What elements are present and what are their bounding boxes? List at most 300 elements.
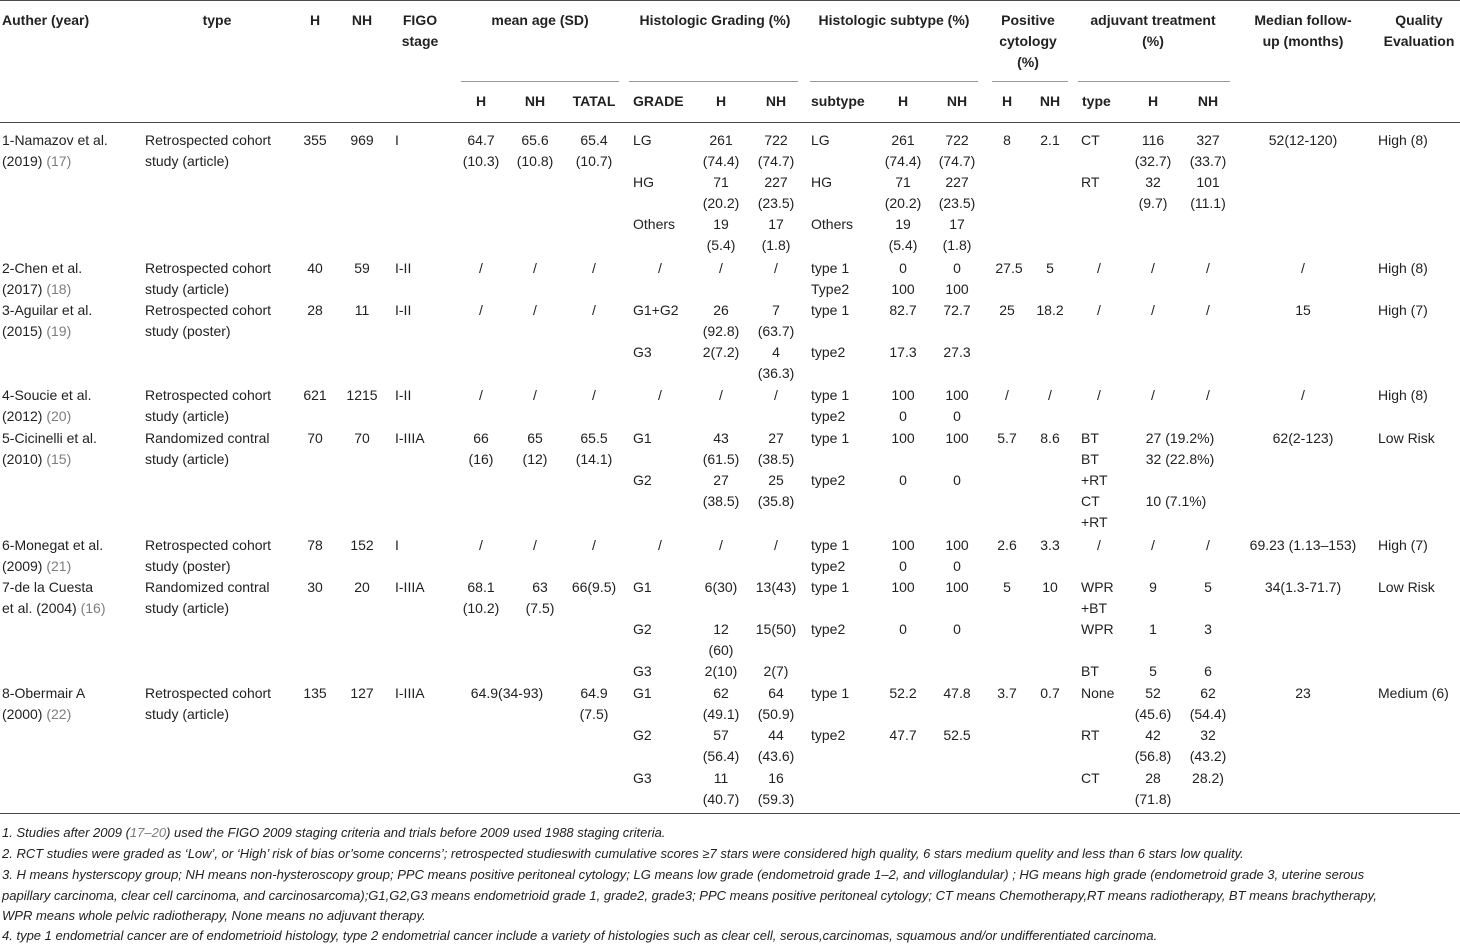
age-total: / <box>592 387 596 403</box>
h-count: 78 <box>307 537 323 553</box>
figo-stage: I-II <box>395 302 412 318</box>
grade-h: 12 <box>713 621 729 637</box>
subtype-label: Type2 <box>811 281 850 297</box>
cytology-h: 25 <box>999 302 1015 318</box>
subheader-adjuvant-type: type <box>1082 93 1111 109</box>
grade-h: 62 <box>713 685 729 701</box>
nh-count: 20 <box>354 579 370 595</box>
subtype-h-pct: (74.4) <box>884 153 922 169</box>
grade-nh: 13(43) <box>755 579 797 595</box>
grade-label: G2 <box>633 621 652 637</box>
grade-label: G3 <box>633 663 652 679</box>
footnote-4: 4. type 1 endometrial cancer are of endometrioid histology, type 2 endometrial cancer include a variety of histologies such as clear cell, serous,carcinomas, squamous and/or undifferentiated carcinoma. <box>2 928 1158 943</box>
subheader-adjuvant-nh: NH <box>1197 93 1219 109</box>
header-follow-up-line1: Median follow- <box>1254 12 1352 28</box>
grade-label: G2 <box>633 472 652 488</box>
subtype-h: 71 <box>895 174 911 190</box>
grade-h-pct: (5.4) <box>706 237 736 253</box>
grade-nh: 4 <box>772 344 780 360</box>
grade-nh-pct: (74.7) <box>757 153 795 169</box>
study-type-line1: Randomized contral <box>145 579 270 595</box>
header-h: H <box>309 12 321 28</box>
reference-link[interactable]: (17) <box>46 153 72 169</box>
age-total: 66(9.5) <box>571 579 617 595</box>
quality-evaluation: Low Risk <box>1378 579 1435 595</box>
h-count: 135 <box>303 685 327 701</box>
grade-nh-pct: (63.7) <box>757 323 795 339</box>
age-total: 64.9 <box>580 685 608 701</box>
figo-stage: I <box>395 132 399 148</box>
study-type-line1: Retrospected cohort <box>145 685 272 701</box>
header-quality-line2: Evaluation <box>1383 33 1455 49</box>
adjuvant-h: / <box>1151 387 1155 403</box>
adjuvant-type: RT <box>1081 727 1100 743</box>
subtype-label: type2 <box>811 727 846 743</box>
subtype-nh-pct: (74.7) <box>938 153 976 169</box>
author-line2: (2017) (18) <box>2 281 72 297</box>
grade-nh: 64 <box>768 685 784 701</box>
age-combined: 64.9(34-93) <box>470 685 544 701</box>
grade-nh: 15(50) <box>755 621 797 637</box>
subtype-nh: 0 <box>953 621 961 637</box>
grade-nh-pct: (50.9) <box>757 706 795 722</box>
figo-stage: I-IIIA <box>395 430 425 446</box>
grade-label: / <box>658 387 662 403</box>
grade-nh-pct: (35.8) <box>757 493 795 509</box>
author-line2: (2012) (20) <box>2 408 72 424</box>
study-type-line2: study (article) <box>145 706 230 722</box>
grade-nh-pct: (38.5) <box>757 451 795 467</box>
age-nh: 65.6 <box>521 132 549 148</box>
subtype-label: type 1 <box>811 537 850 553</box>
cytology-h: 5.7 <box>997 430 1017 446</box>
reference-link[interactable]: (16) <box>80 600 106 616</box>
adjuvant-type-cont: +BT <box>1081 600 1108 616</box>
table-header-rule <box>0 122 1460 123</box>
footnote-3-line3: WPR means whole pelvic radiotherapy, None means no adjuvant therapy. <box>2 908 426 923</box>
subtype-nh: 47.8 <box>943 685 971 701</box>
subtype-nh: 27.3 <box>943 344 971 360</box>
adjuvant-type: CT <box>1081 132 1100 148</box>
adjuvant-type-cont: +RT <box>1081 472 1108 488</box>
rule-mean-age <box>461 81 619 82</box>
adjuvant-h: 116 <box>1141 132 1165 148</box>
grade-nh-pct: (23.5) <box>757 195 795 211</box>
age-h: 66 <box>473 430 489 446</box>
subtype-label: type2 <box>811 472 846 488</box>
study-type-line1: Retrospected cohort <box>145 132 272 148</box>
subheader-subtype-nh: NH <box>946 93 968 109</box>
grade-h: 27 <box>713 472 729 488</box>
subtype-label: type 1 <box>811 430 850 446</box>
nh-count: 70 <box>354 430 370 446</box>
grade-h-pct: (74.4) <box>702 153 740 169</box>
subtype-nh: 72.7 <box>943 302 971 318</box>
subtype-h: 19 <box>895 216 911 232</box>
subtype-h: 82.7 <box>889 302 917 318</box>
h-count: 355 <box>303 132 327 148</box>
adjuvant-type: BT <box>1081 430 1099 446</box>
adjuvant-type: CT <box>1081 770 1100 786</box>
study-type-line1: Retrospected cohort <box>145 537 272 553</box>
adjuvant-h: 52 <box>1145 685 1161 701</box>
adjuvant-nh: / <box>1206 387 1210 403</box>
grade-h: 71 <box>713 174 729 190</box>
subtype-label: type 1 <box>811 260 850 276</box>
h-count: 30 <box>307 579 323 595</box>
adjuvant-nh-pct: (54.4) <box>1189 706 1227 722</box>
grade-nh: 25 <box>768 472 784 488</box>
grade-h-pct: (40.7) <box>702 791 740 807</box>
subtype-h: 17.3 <box>889 344 917 360</box>
grade-nh: 44 <box>768 727 784 743</box>
footnote-3-line2: papillary carcinoma, clear cell carcinoma, and carcinosarcoma);G1,G2,G3 means endometrioid grade 1, grade2, grade3; PPC means positive peritoneal cytology; CT means Chemotherapy,RT means radiotherapy, BT means brachytherapy, <box>2 888 1377 903</box>
quality-evaluation: High (8) <box>1378 132 1428 148</box>
adjuvant-h: 5 <box>1149 663 1157 679</box>
rule-grading <box>629 81 798 82</box>
grade-nh: 27 <box>768 430 784 446</box>
subtype-label: type2 <box>811 621 846 637</box>
subtype-label: type2 <box>811 408 846 424</box>
reference-link[interactable]: 17–20 <box>129 825 167 840</box>
grade-label: G3 <box>633 770 652 786</box>
study-type-line1: Randomized contral <box>145 430 270 446</box>
header-mean-age: mean age (SD) <box>491 12 589 28</box>
author-line1: 6-Monegat et al. <box>2 537 104 553</box>
subtype-h: 0 <box>899 472 907 488</box>
subtype-label: type 1 <box>811 302 850 318</box>
adjuvant-h: 9 <box>1149 579 1157 595</box>
adjuvant-nh: 28.2) <box>1192 770 1224 786</box>
subheader-adjuvant-h: H <box>1147 93 1159 109</box>
subtype-h-pct: (20.2) <box>884 195 922 211</box>
footnote-3-line1: 3. H means hysterscopy group; NH means non-hysteroscopy group; PPC means positive peritoneal cytology; LG means low grade (endometroid grade 1–2, and villoglandular) ; HG means high grade (endometroid grade 3, uterine serous <box>2 867 1365 882</box>
adjuvant-type: CT <box>1081 493 1100 509</box>
adjuvant-type: / <box>1097 302 1101 318</box>
study-type-line2: study (article) <box>145 408 230 424</box>
grade-nh: / <box>774 387 778 403</box>
adjuvant-h: 28 <box>1145 770 1161 786</box>
header-histologic-grading: Histologic Grading (%) <box>639 12 791 28</box>
header-figo-line2: stage <box>401 33 439 49</box>
rule-adjuvant <box>1078 81 1230 82</box>
header-adjuvant-line1: adjuvant treatment <box>1090 12 1216 28</box>
cytology-nh: 0.7 <box>1040 685 1060 701</box>
age-nh-sd: (7.5) <box>525 600 555 616</box>
subtype-nh: 227 <box>945 174 969 190</box>
grade-nh: / <box>774 537 778 553</box>
age-h-sd: (10.2) <box>462 600 500 616</box>
grade-label: G1 <box>633 430 652 446</box>
author-line2: (2019) (17) <box>2 153 72 169</box>
adjuvant-type: BT <box>1081 663 1099 679</box>
adjuvant-nh: / <box>1206 260 1210 276</box>
age-h: 64.7 <box>467 132 495 148</box>
grade-h: 6(30) <box>704 579 738 595</box>
adjuvant-nh: 32 <box>1200 727 1216 743</box>
subtype-nh: 100 <box>945 281 969 297</box>
subheader-grade: GRADE <box>633 93 684 109</box>
figo-stage: I <box>395 537 399 553</box>
cytology-nh: 3.3 <box>1040 537 1060 553</box>
age-total: / <box>592 302 596 318</box>
subtype-nh-pct: (23.5) <box>938 195 976 211</box>
median-follow-up: / <box>1301 387 1305 403</box>
grade-h-pct: (38.5) <box>702 493 740 509</box>
cytology-h: 8 <box>1003 132 1011 148</box>
author-line1: 1-Namazov et al. <box>2 132 108 148</box>
h-count: 621 <box>303 387 327 403</box>
subtype-nh-pct: (1.8) <box>942 237 972 253</box>
nh-count: 59 <box>354 260 370 276</box>
age-h: / <box>479 537 483 553</box>
author-line1: 5-Cicinelli et al. <box>2 430 97 446</box>
adjuvant-h-pct: (45.6) <box>1134 706 1172 722</box>
grade-nh-pct: (36.3) <box>757 365 795 381</box>
grade-h-pct: (92.8) <box>702 323 740 339</box>
subheader-subtype-h: H <box>897 93 909 109</box>
age-nh-sd: (10.8) <box>516 153 554 169</box>
grade-h-pct: (61.5) <box>702 451 740 467</box>
grade-h: 43 <box>713 430 729 446</box>
adjuvant-nh-pct: (33.7) <box>1189 153 1227 169</box>
adjuvant-value: 27 (19.2%) <box>1145 430 1215 446</box>
reference-link[interactable]: (18) <box>46 281 72 297</box>
table-bottom-rule <box>0 813 1460 814</box>
nh-count: 152 <box>350 537 374 553</box>
adjuvant-type-cont: +RT <box>1081 514 1108 530</box>
study-type-line2: study (article) <box>145 153 230 169</box>
grade-h: 2(10) <box>704 663 738 679</box>
table-top-rule <box>0 0 1460 1</box>
grade-h-pct: (60) <box>708 642 734 658</box>
adjuvant-h: 32 <box>1145 174 1161 190</box>
adjuvant-type: / <box>1097 260 1101 276</box>
figo-stage: I-II <box>395 387 412 403</box>
grade-label: Others <box>633 216 676 232</box>
author-line2: (2009) (21) <box>2 558 72 574</box>
quality-evaluation: Medium (6) <box>1378 685 1449 701</box>
subtype-nh: 17 <box>949 216 965 232</box>
age-total: 65.5 <box>580 430 608 446</box>
subheader-grade-h: H <box>715 93 727 109</box>
reference-link[interactable]: (21) <box>46 558 72 574</box>
grade-label: G3 <box>633 344 652 360</box>
header-nh: NH <box>351 12 373 28</box>
subtype-h: 0 <box>899 260 907 276</box>
grade-nh: 2(7) <box>763 663 789 679</box>
grade-label: HG <box>633 174 654 190</box>
study-type-line2: study (article) <box>145 600 230 616</box>
nh-count: 1215 <box>346 387 378 403</box>
median-follow-up: 23 <box>1295 685 1311 701</box>
cytology-nh: 18.2 <box>1036 302 1064 318</box>
h-count: 40 <box>307 260 323 276</box>
grade-h: / <box>719 260 723 276</box>
adjuvant-nh: 327 <box>1196 132 1220 148</box>
quality-evaluation: High (7) <box>1378 537 1428 553</box>
adjuvant-h: / <box>1151 260 1155 276</box>
header-figo-line1: FIGO <box>402 12 438 28</box>
age-nh: 63 <box>532 579 548 595</box>
grade-h: 2(7.2) <box>702 344 740 360</box>
rule-cytology <box>992 81 1068 82</box>
age-total-sd: (14.1) <box>575 451 613 467</box>
header-histologic-subtype: Histologic subtype (%) <box>818 12 970 28</box>
quality-evaluation: High (7) <box>1378 302 1428 318</box>
adjuvant-value: 10 (7.1%) <box>1145 493 1207 509</box>
adjuvant-h: / <box>1151 302 1155 318</box>
adjuvant-nh-pct: (11.1) <box>1190 195 1226 211</box>
figo-stage: I-IIIA <box>395 579 425 595</box>
subtype-h: 47.7 <box>889 727 917 743</box>
grade-h: 19 <box>713 216 729 232</box>
author-line1: 2-Chen et al. <box>2 260 83 276</box>
header-type: type <box>202 12 232 28</box>
subheader-grade-nh: NH <box>765 93 787 109</box>
subtype-nh: 0 <box>953 558 961 574</box>
grade-h: 261 <box>709 132 733 148</box>
grade-label: G2 <box>633 727 652 743</box>
grade-h: / <box>719 537 723 553</box>
quality-evaluation: Low Risk <box>1378 430 1435 446</box>
grade-nh: 7 <box>772 302 780 318</box>
subtype-label: LG <box>811 132 830 148</box>
adjuvant-h: 42 <box>1145 727 1161 743</box>
footnote-1: 1. Studies after 2009 (17–20) used the FIGO 2009 staging criteria and trials before 2009 used 1988 staging criteria. <box>2 825 666 840</box>
author-line2: et al. (2004) (16) <box>2 600 106 616</box>
study-type-line1: Retrospected cohort <box>145 387 272 403</box>
age-h-sd: (10.3) <box>462 153 500 169</box>
adjuvant-h-pct: (56.8) <box>1134 748 1172 764</box>
quality-evaluation: High (8) <box>1378 260 1428 276</box>
subtype-h: 100 <box>891 430 915 446</box>
cytology-nh: 8.6 <box>1040 430 1060 446</box>
subheader-subtype: subtype <box>811 93 865 109</box>
median-follow-up: 69.23 (1.13–153) <box>1249 537 1357 553</box>
footnote-2: 2. RCT studies were graded as ‘Low’, or ‘High’ risk of bias or’some concerns’; retrospected studieswith cumulative scores ≥7 stars were considered high quality, 6 stars medium quelity and less than 6 stars low quality. <box>2 846 1244 861</box>
subtype-h: 261 <box>891 132 915 148</box>
age-total: 65.4 <box>580 132 608 148</box>
author-line1: 3-Aguilar et al. <box>2 302 93 318</box>
rule-subtype <box>810 81 978 82</box>
median-follow-up: 52(12-120) <box>1268 132 1338 148</box>
age-h: / <box>479 387 483 403</box>
subheader-cytology-h: H <box>1001 93 1013 109</box>
reference-link[interactable]: (22) <box>46 706 72 722</box>
cytology-h: 3.7 <box>997 685 1017 701</box>
subtype-h: 0 <box>899 408 907 424</box>
subtype-h: 52.2 <box>889 685 917 701</box>
subtype-h: 100 <box>891 579 915 595</box>
figo-stage: I-II <box>395 260 412 276</box>
median-follow-up: / <box>1301 260 1305 276</box>
subtype-h: 0 <box>899 558 907 574</box>
reference-link[interactable]: (20) <box>46 408 72 424</box>
study-type-line2: study (article) <box>145 281 230 297</box>
adjuvant-type: None <box>1081 685 1115 701</box>
age-total-sd: (10.7) <box>575 153 613 169</box>
header-adjuvant-line2: (%) <box>1142 33 1164 49</box>
grade-nh: 16 <box>768 770 784 786</box>
adjuvant-nh: 62 <box>1200 685 1216 701</box>
cytology-h: / <box>1005 387 1009 403</box>
grade-label: / <box>658 260 662 276</box>
median-follow-up: 62(2-123) <box>1272 430 1334 446</box>
age-nh-sd: (12) <box>522 451 548 467</box>
adjuvant-h-pct: (32.7) <box>1134 153 1172 169</box>
h-count: 70 <box>307 430 323 446</box>
age-total: / <box>592 260 596 276</box>
grade-nh-pct: (59.3) <box>757 791 795 807</box>
grade-nh-pct: (43.6) <box>757 748 795 764</box>
author-line1: 7-de la Cuesta <box>2 579 94 595</box>
cytology-nh: 5 <box>1046 260 1054 276</box>
subheader-cytology-nh: NH <box>1039 93 1061 109</box>
subtype-h: 100 <box>891 537 915 553</box>
subtype-nh: 0 <box>953 408 961 424</box>
adjuvant-nh-pct: (43.2) <box>1189 748 1227 764</box>
header-quality-line1: Quality <box>1395 12 1443 28</box>
nh-count: 127 <box>350 685 374 701</box>
header-cytology-line3: (%) <box>1017 54 1039 70</box>
grade-label: / <box>658 537 662 553</box>
subtype-nh: 52.5 <box>943 727 971 743</box>
grade-h: 57 <box>713 727 729 743</box>
reference-link[interactable]: (15) <box>46 451 72 467</box>
adjuvant-h-pct: (9.7) <box>1138 195 1168 211</box>
adjuvant-value: 32 (22.8%) <box>1145 451 1215 467</box>
subtype-nh: 0 <box>953 260 961 276</box>
grade-h: / <box>719 387 723 403</box>
study-type-line2: study (poster) <box>145 558 231 574</box>
grade-nh: 227 <box>764 174 788 190</box>
header-follow-up-line2: up (months) <box>1262 33 1344 49</box>
author-line1: 4-Soucie et al. <box>2 387 92 403</box>
grade-h-pct: (49.1) <box>702 706 740 722</box>
median-follow-up: 15 <box>1295 302 1311 318</box>
adjuvant-type: / <box>1097 537 1101 553</box>
study-type-line1: Retrospected cohort <box>145 260 272 276</box>
age-nh: 65 <box>527 430 543 446</box>
subheader-age-nh: NH <box>524 93 546 109</box>
nh-count: 11 <box>354 302 370 318</box>
age-h: / <box>479 302 483 318</box>
subtype-label: HG <box>811 174 832 190</box>
subtype-label: type 1 <box>811 685 850 701</box>
adjuvant-type: WPR <box>1081 579 1114 595</box>
h-count: 28 <box>307 302 323 318</box>
subtype-nh: 100 <box>945 430 969 446</box>
grade-label: G1 <box>633 579 652 595</box>
subheader-age-h: H <box>475 93 487 109</box>
cytology-nh: / <box>1048 387 1052 403</box>
study-type-line2: study (article) <box>145 451 230 467</box>
author-line2: (2015) (19) <box>2 323 72 339</box>
grade-h: 11 <box>713 770 729 786</box>
adjuvant-nh: 6 <box>1204 663 1212 679</box>
reference-link[interactable]: (19) <box>46 323 72 339</box>
study-type-line2: study (poster) <box>145 323 231 339</box>
author-line1: 8-Obermair A <box>2 685 86 701</box>
age-h: / <box>479 260 483 276</box>
subtype-h: 100 <box>891 281 915 297</box>
study-type-line1: Retrospected cohort <box>145 302 272 318</box>
age-nh: / <box>533 387 537 403</box>
adjuvant-type: / <box>1097 387 1101 403</box>
adjuvant-h: 1 <box>1149 621 1157 637</box>
age-nh: / <box>533 260 537 276</box>
